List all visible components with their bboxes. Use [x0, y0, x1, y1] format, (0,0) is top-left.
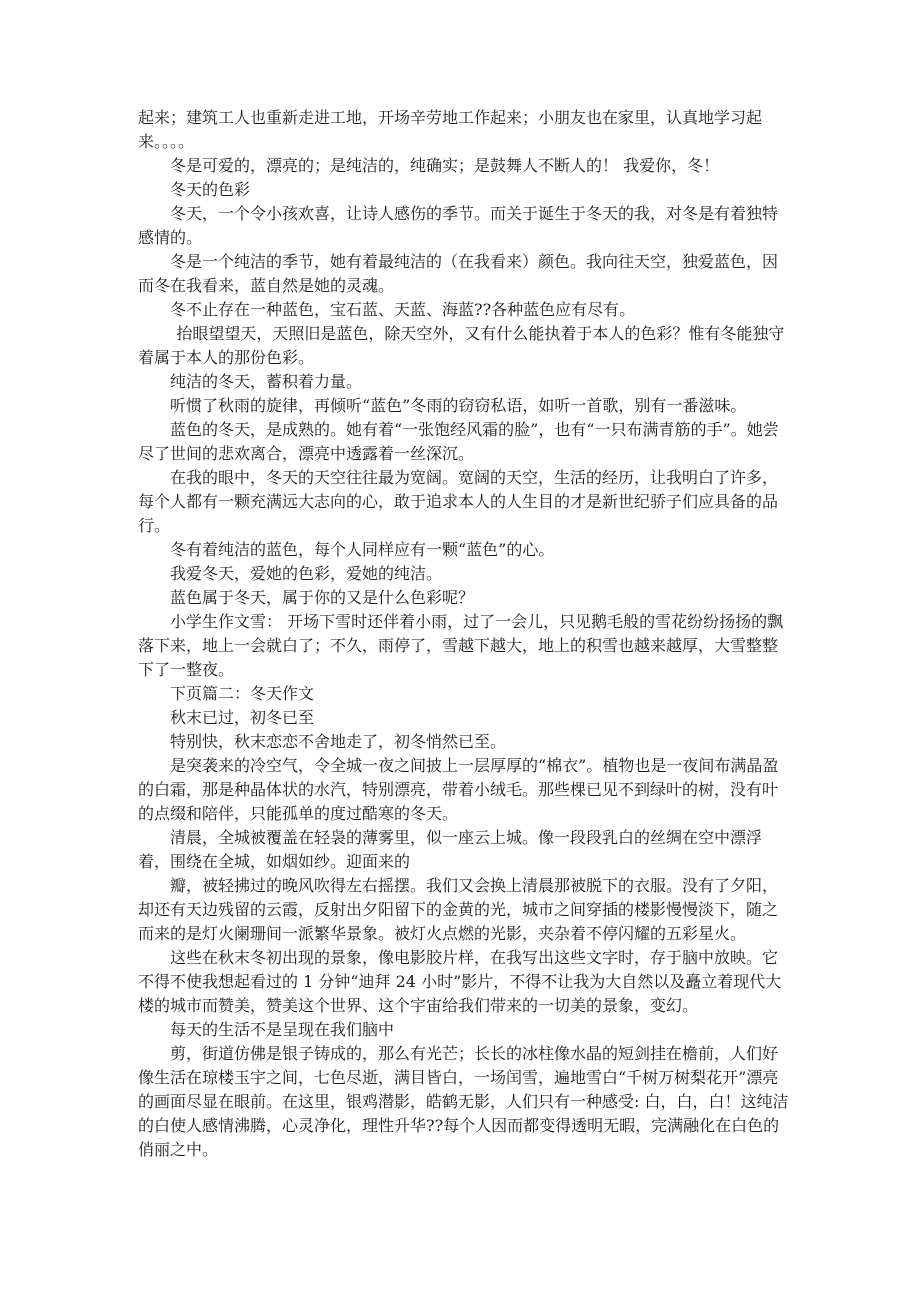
paragraph: 起来；建筑工人也重新走进工地，开场辛劳地工作起来；小朋友也在家里，认真地学习起来。。。。 — [138, 108, 763, 151]
paragraph: 我爱冬天，爱她的色彩，爱她的纯洁。 — [170, 564, 443, 583]
paragraph: 每天的生活不是呈现在我们脑中 — [170, 1020, 395, 1039]
paragraph: 冬是可爱的，漂亮的；是纯洁的，纯确实；是鼓舞人不断人的！ 我爱你，冬！ — [170, 156, 720, 175]
paragraph: 瓣，被轻拂过的晚风吹得左右摇摆。我们又会换上清晨那被脱下的衣服。没有了夕阳，却还有天边残留的云霞，反射出夕阳留下的金黄的光，城市之间穿插的楼影慢慢淡下，随之而来的是灯火阑珊间一派繁华景象。被灯火点燃的光影，夹杂着不停闪耀的五彩星火。 — [138, 876, 779, 943]
paragraph: 是突袭来的冷空气，令全城一夜之间披上一层厚厚的“棉衣”。植物也是一夜间布满晶盈的白霜，那是种晶体状的水汽，特别漂亮，带着小绒毛。那些棵已见不到绿叶的树，没有叶的点缀和陪伴，只能孤单的度过酷寒的冬天。 — [138, 756, 779, 823]
paragraph: 特别快，秋末恋恋不舍地走了，初冬悄然已至。 — [170, 732, 507, 751]
paragraph: 抬眼望望天，天照旧是蓝色，除天空外，又有什么能执着于本人的色彩？惟有冬能独守着属于本人的那份色彩。 — [138, 324, 785, 367]
paragraph: 冬不止存在一种蓝色，宝石蓝、天蓝、海蓝??各种蓝色应有尽有。 — [170, 300, 636, 319]
paragraph: 清晨，全城被覆盖在轻袅的薄雾里，似一座云上城。像一段段乳白的丝绸在空中漂浮着，围绕在全城，如烟如纱。迎面来的 — [138, 828, 763, 871]
section-heading: 下页篇二：冬天作文 — [170, 684, 315, 703]
paragraph: 小学生作文雪： 开场下雪时还伴着小雨，过了一会儿，只见鹅毛般的雪花纷纷扬扬的飘落下来，地上一会就白了；不久，雨停了，雪越下越大，地上的积雪也越来越厚，大雪整整下了一整夜。 — [138, 612, 784, 679]
paragraph: 听惯了秋雨的旋律，再倾听“蓝色”冬雨的窃窃私语，如听一首歌，别有一番滋味。 — [170, 396, 747, 415]
paragraph: 蓝色的冬天，是成熟的。她有着“一张饱经风霜的脸”，也有“一只布满青筋的手”。她尝尽了世间的悲欢离合，漂亮中透露着一丝深沉。 — [138, 420, 779, 463]
paragraph: 冬是一个纯洁的季节，她有着最纯洁的（在我看来）颜色。我向往天空，独爱蓝色，因而冬在我看来，蓝自然是她的灵魂。 — [138, 252, 779, 295]
paragraph: 冬有着纯洁的蓝色，每个人同样应有一颗“蓝色”的心。 — [170, 540, 555, 559]
paragraph: 在我的眼中，冬天的天空往往最为宽阔。宽阔的天空，生活的经历，让我明白了许多，每个人都有一颗充满远大志向的心，敢于追求本人的人生目的才是新世纪骄子们应具备的品行。 — [138, 468, 779, 535]
document-body — [138, 106, 792, 1162]
paragraph: 这些在秋末冬初出现的景象，像电影胶片样，在我写出这些文字时，存于脑中放映。它不得不使我想起看过的 1 分钟“迪拜 24 小时”影片，不得不让我为大自然以及矗立着现代大楼的城市而赞美，赞美这个世界、这个宇宙给我们带来的一切美的景象，变幻。 — [138, 948, 782, 1015]
paragraph: 剪，街道仿佛是银子铸成的，那么有光芒；长长的冰柱像水晶的短剑挂在檐前，人们好像生活在琼楼玉宇之间，七色尽逝，满目皆白，一场闰雪，遍地雪白“千树万树梨花开”漂亮的画面尽显在眼前。在这里，银鸡潜影，皓鹤无影，人们只有一种感受: 白，白，白！这纯洁的白使人感情沸腾，心灵净化，理性升华??每个人因而都变得透明无暇，完满融化在白色的俏丽之中。 — [138, 1044, 789, 1159]
paragraph: 蓝色属于冬天，属于你的又是什么色彩呢？ — [170, 588, 475, 607]
section-heading: 冬天的色彩 — [170, 180, 251, 199]
paragraph: 秋末已过，初冬已至 — [170, 708, 315, 727]
paragraph: 冬天，一个令小孩欢喜，让诗人感伤的季节。而关于诞生于冬天的我，对冬是有着独特感情的。 — [138, 204, 779, 247]
paragraph: 纯洁的冬天，蓄积着力量。 — [170, 372, 363, 391]
